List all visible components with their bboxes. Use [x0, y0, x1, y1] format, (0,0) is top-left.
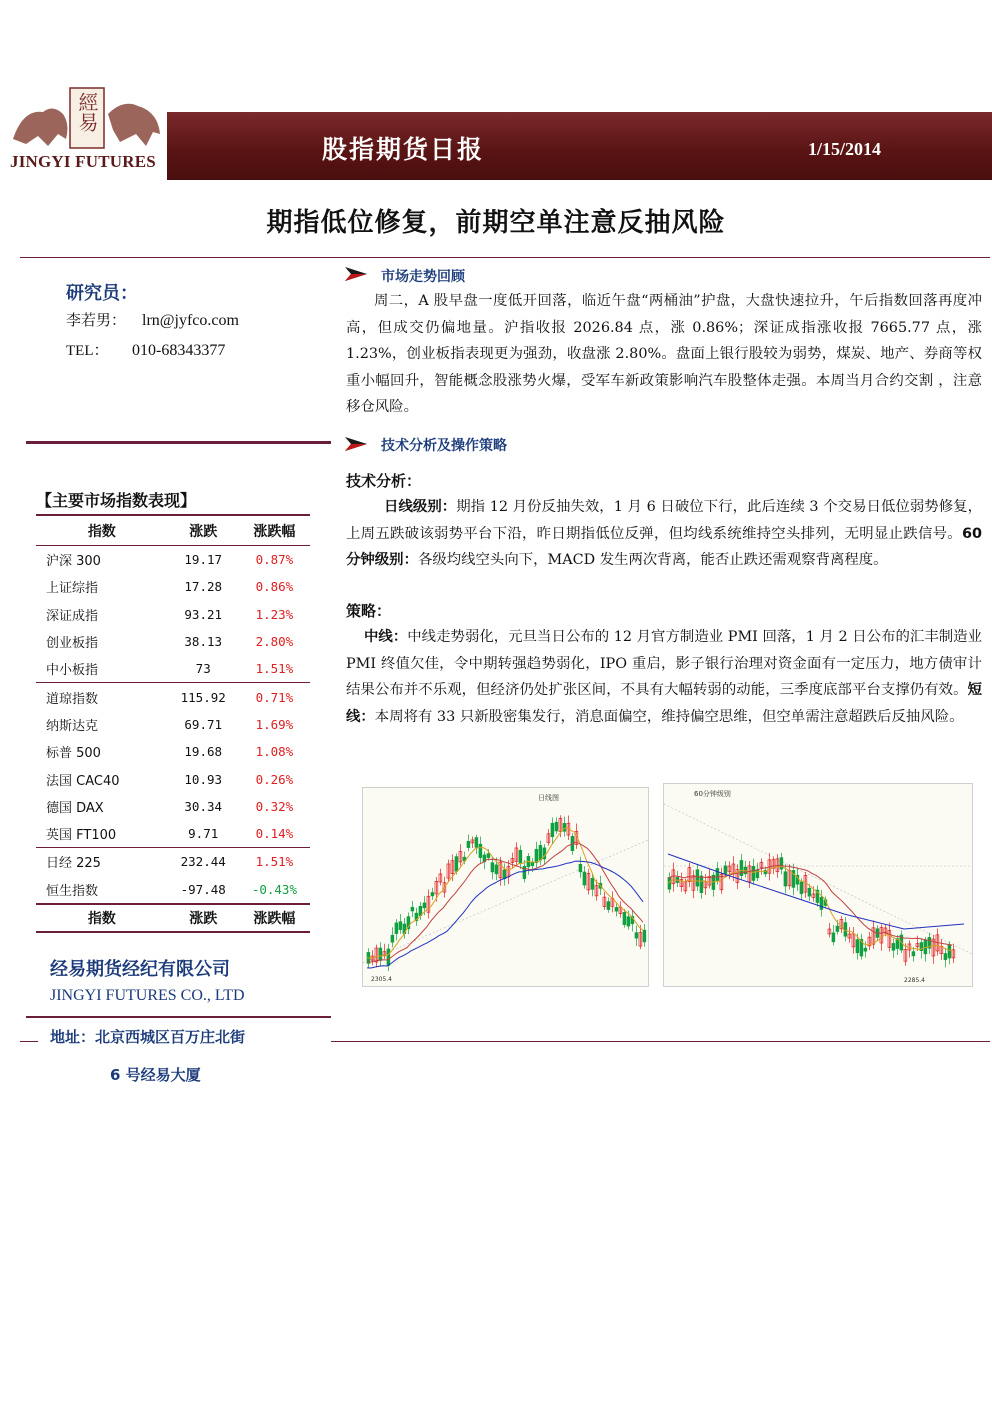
index-change: 10.93	[184, 771, 223, 787]
section-arrow-icon	[345, 267, 367, 281]
min60-level-text: 各级均线空头向下，MACD 发生两次背离，能否止跌还需观察背离程度。	[417, 552, 888, 568]
daily-candle	[487, 854, 490, 858]
researcher-title: 研究员：	[66, 283, 138, 304]
index-name: 创业板指	[46, 636, 99, 652]
index-change: 115.92	[180, 689, 226, 705]
min60-candle	[832, 933, 835, 942]
index-change: -97.48	[180, 881, 226, 897]
table-row	[36, 628, 310, 655]
tel-value: 010-68343377	[132, 342, 226, 359]
min60-level-label: 60 分钟级别：	[346, 525, 982, 568]
daily-candle	[475, 838, 478, 848]
min60-candle	[700, 876, 703, 893]
index-change: 30.34	[184, 798, 223, 814]
report-date: 1/15/2014	[808, 139, 882, 159]
daily-level-label: 日线级别：	[384, 499, 457, 515]
column-header: 指数	[87, 523, 116, 540]
daily-candle	[519, 850, 522, 863]
index-change: 19.17	[184, 552, 223, 568]
index-change: 17.28	[184, 579, 223, 595]
min60-candle	[800, 882, 803, 894]
divider	[26, 441, 331, 444]
daily-candle	[387, 949, 390, 965]
index-change: 73	[168, 655, 239, 683]
daily-candle	[591, 878, 594, 889]
index-name: 深证成指	[46, 608, 99, 624]
min60-candle	[844, 923, 847, 937]
column-footer: 涨跌幅	[253, 910, 296, 927]
index-pct: 1.08%	[255, 744, 294, 760]
researcher-contact	[66, 309, 239, 330]
index-pct: -0.43%	[251, 881, 297, 897]
daily-candle	[607, 902, 610, 910]
index-change: 69.71	[184, 716, 223, 732]
daily-level-text: 期指 12 月份反抽失效，1 月 6 日破位下行，此后连续 3 个交易日低位弱势修复，上周五跌破该弱势平台下沿，昨日期指低位反弹，但均线系统维持空头排列，无明显止跌信号。	[346, 499, 982, 542]
index-name: 标普 500	[46, 746, 101, 762]
mid-term-label: 中线：	[364, 629, 408, 645]
table-row	[36, 793, 310, 820]
daily-candle	[551, 823, 554, 836]
table-row	[36, 655, 310, 683]
index-name: 上证综指	[46, 581, 99, 597]
researcher-tel	[66, 339, 225, 360]
table-footer-row	[36, 904, 310, 932]
daily-candle	[583, 872, 586, 885]
section-heading-tech-analysis: 技术分析及操作策略	[381, 438, 507, 454]
min60-candle	[892, 943, 895, 950]
min60-candle	[808, 888, 811, 896]
index-pct: 0.71%	[255, 689, 294, 705]
chart-label: 日线图	[538, 794, 559, 802]
mid-term-text: 中线走势弱化，元旦当日公布的 12 月官方制造业 PMI 回落，1 月 2 日公布的汇丰制造业 PMI 终值欠佳，令中期转强趋势弱化，IPO 重启，影子银行治理对资金面有一定压力，地方债审计结果公布并不乐观，但经济仍处扩张区间，不具有大幅转弱的动能，三季度底部平台支撑仍有效。	[346, 629, 982, 698]
daily-candlestick-chart	[362, 787, 649, 987]
index-change: 38.13	[184, 634, 223, 650]
chart-label: 60分钟级别	[694, 790, 731, 798]
tech-analysis-label: 技术分析：	[346, 472, 422, 490]
min60-candle	[724, 866, 727, 874]
divider	[20, 1041, 38, 1042]
researcher-name: 李若男：	[66, 311, 127, 329]
index-name: 纳斯达克	[46, 718, 99, 734]
min60-candle	[696, 870, 699, 886]
short-term-label: 短线：	[346, 682, 982, 725]
index-change: 93.21	[184, 606, 223, 622]
daily-candle	[479, 844, 482, 857]
daily-candle	[643, 930, 646, 942]
researcher-email[interactable]: lrn@jyfco.com	[142, 312, 239, 329]
report-title: 股指期货日报	[322, 135, 485, 164]
index-pct: 0.87%	[255, 552, 294, 568]
company-name-cn: 经易期货经纪有限公司	[50, 959, 230, 980]
table-header-row	[36, 515, 310, 546]
table-row	[36, 573, 310, 600]
daily-candle	[555, 822, 558, 831]
daily-candle	[399, 922, 402, 930]
table-row	[36, 601, 310, 628]
strategy-label: 策略：	[346, 602, 392, 620]
short-term-text: 本周将有 33 只新股密集发行，消息面偏空，维持偏空思维，但空单需注意超跌后反抽风险。	[374, 708, 964, 725]
daily-candle	[455, 857, 458, 872]
index-pct: 1.23%	[255, 606, 294, 622]
logo-glyphs: 經易	[75, 92, 99, 132]
index-name: 德国 DAX	[46, 800, 104, 816]
min60-candle	[716, 869, 719, 882]
daily-candle	[627, 917, 630, 926]
min60-candle	[864, 948, 867, 951]
daily-candle	[423, 903, 426, 908]
tel-label: TEL：	[66, 343, 109, 359]
daily-candle	[491, 863, 494, 872]
section-heading-market-review: 市场走势回顾	[381, 269, 465, 285]
column-header: 涨跌	[189, 523, 218, 540]
daily-candle	[623, 912, 626, 924]
table-row	[36, 738, 310, 765]
chart-low-label: 2305.4	[371, 976, 392, 983]
min60-candle	[948, 945, 951, 958]
index-name: 道琼指数	[46, 691, 99, 707]
section-arrow-icon	[345, 437, 367, 451]
daily-candle	[535, 849, 538, 862]
table-row	[36, 876, 310, 904]
daily-candle	[531, 862, 534, 865]
daily-candle	[615, 907, 618, 911]
table-row	[36, 546, 310, 574]
index-name: 沪深 300	[46, 554, 101, 570]
table-row	[36, 683, 310, 711]
daily-candle	[467, 841, 470, 847]
index-table	[36, 514, 310, 933]
index-name: 日经 225	[46, 856, 101, 872]
min60-candlestick-chart	[663, 783, 973, 987]
chart-low-label: 2285.4	[904, 977, 925, 984]
index-pct: 0.86%	[255, 579, 294, 595]
index-pct: 0.26%	[255, 771, 294, 787]
daily-candle	[391, 935, 394, 942]
column-footer: 涨跌	[189, 910, 218, 927]
min60-candle	[836, 926, 839, 931]
index-pct: 0.32%	[255, 798, 294, 814]
index-change: 232.44	[180, 854, 226, 870]
company-name-en: JINGYI FUTURES CO., LTD	[50, 987, 245, 1004]
daily-candle	[579, 864, 582, 871]
daily-candle	[539, 845, 542, 860]
divider	[20, 257, 990, 258]
index-pct: 1.69%	[255, 716, 294, 732]
table-row	[36, 765, 310, 792]
address-line-1: 地址：北京西城区百万庄北街	[50, 1028, 246, 1046]
market-review-text: 周二，A 股早盘一度低开回落，临近午盘“两桶油”护盘，大盘快速拉升，午后指数回落再度冲高，但成交仍偏地量。沪指收报 2026.84 点，涨 0.86%；深证成指涨收报 7665.77 点，涨 1.23%，创业板指表现更为强劲，收盘涨 2.80%。盘面上银行股较为弱势，煤炭、地产、券商等权重小幅回升，智能概念股涨势火爆，受军车新政策影响汽车股整体走强。本周当月合约交割 ，注意移仓风险。	[346, 293, 982, 415]
index-name: 中小板指	[36, 655, 168, 683]
address-line-2: 6 号经易大厦	[110, 1066, 201, 1084]
index-name: 英国 FT100	[36, 820, 168, 848]
strategy-text	[346, 624, 982, 730]
daily-candle	[495, 865, 498, 874]
daily-candle	[379, 948, 382, 960]
min60-candle	[944, 954, 947, 960]
index-pct: 2.80%	[255, 634, 294, 650]
divider	[26, 1016, 331, 1018]
logo-text: JINGYI FUTURES	[10, 152, 156, 171]
index-change: 19.68	[184, 744, 223, 760]
index-change: 9.71	[168, 820, 239, 848]
min60-candle	[856, 940, 859, 953]
tech-analysis-text	[346, 494, 982, 574]
index-pct: 1.51%	[239, 655, 310, 683]
column-footer: 指数	[87, 910, 116, 927]
daily-candle	[395, 923, 398, 934]
daily-candle	[635, 933, 638, 938]
index-name: 恒生指数	[46, 883, 99, 899]
daily-candle	[411, 907, 414, 911]
min60-candle	[752, 866, 755, 880]
headline: 期指低位修复，前期空单注意反抽风险	[266, 208, 726, 238]
table-row	[36, 848, 310, 876]
index-table-title: 【主要市场指数表现】	[36, 491, 197, 510]
daily-candle	[503, 870, 506, 879]
min60-candle	[820, 897, 823, 909]
daily-candle	[431, 893, 434, 896]
column-header: 涨跌幅	[253, 523, 296, 540]
min60-candle	[912, 952, 915, 956]
index-pct: 1.51%	[255, 854, 294, 870]
index-name: 法国 CAC40	[46, 773, 120, 789]
min60-candle	[784, 872, 787, 886]
divider	[331, 1041, 990, 1042]
index-pct: 0.14%	[239, 820, 310, 848]
daily-candle	[563, 823, 566, 831]
table-row	[36, 711, 310, 738]
table-row	[36, 820, 310, 848]
